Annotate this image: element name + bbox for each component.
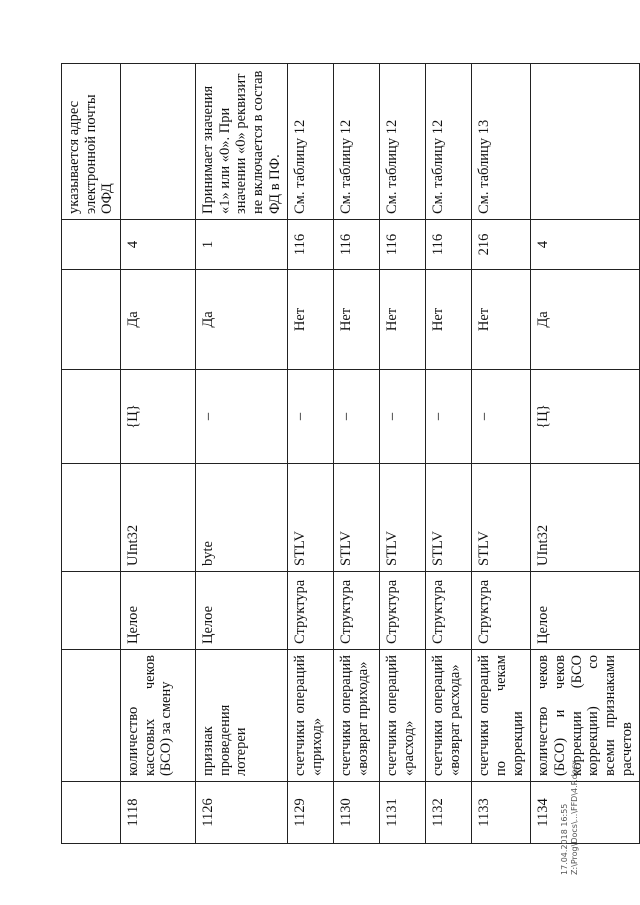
cell-note: Принимает значения «1» или «0». При значении «0» реквизит не включается в состав ФД в ПФ.: [196, 64, 288, 220]
cell-length: 116: [334, 220, 380, 270]
cell-length: 116: [380, 220, 426, 270]
cell-mandatory: Нет: [426, 270, 472, 370]
cell-type: [62, 572, 121, 650]
cell-id: [62, 782, 121, 844]
cell-length: 216: [472, 220, 531, 270]
cell-form: [62, 370, 121, 464]
cell-format: UInt32: [121, 464, 196, 572]
cell-id: 1129: [288, 782, 334, 844]
table-row: [531, 64, 640, 844]
cell-name: счетчики операций «возврат расхода»: [426, 650, 472, 782]
cell-length: 4: [121, 220, 196, 270]
cell-name: счетчики операций по чекам коррекции: [472, 650, 531, 782]
cell-form: –: [426, 370, 472, 464]
cell-format: STLV: [380, 464, 426, 572]
cell-mandatory: Да: [531, 270, 640, 370]
cell-form: –: [334, 370, 380, 464]
cell-format: byte: [196, 464, 288, 572]
cell-length: [62, 220, 121, 270]
cell-mandatory: Нет: [334, 270, 380, 370]
cell-name: признак проведения лотереи: [196, 650, 288, 782]
cell-note: См. таблицу 12: [288, 64, 334, 220]
cell-form: {Ц}: [121, 370, 196, 464]
table-row: [196, 64, 288, 844]
table-row: [472, 64, 531, 844]
cell-id: 1118: [121, 782, 196, 844]
cell-length: 4: [531, 220, 640, 270]
cell-format: UInt32: [531, 464, 640, 572]
cell-note: [531, 64, 640, 220]
cell-id: 1133: [472, 782, 531, 844]
table-row: [288, 64, 334, 844]
cell-name: счетчики операций «возврат прихода»: [334, 650, 380, 782]
cell-mandatory: Да: [121, 270, 196, 370]
cell-mandatory: Нет: [380, 270, 426, 370]
stamp-date: 17.04.2018 16:55: [560, 803, 569, 875]
cell-type: Структура: [380, 572, 426, 650]
cell-type: Структура: [334, 572, 380, 650]
table-row: [426, 64, 472, 844]
cell-id: 1132: [426, 782, 472, 844]
cell-form: –: [196, 370, 288, 464]
table-row: [121, 64, 196, 844]
cell-mandatory: Нет: [472, 270, 531, 370]
cell-mandatory: Да: [196, 270, 288, 370]
cell-format: STLV: [426, 464, 472, 572]
cell-id: 1126: [196, 782, 288, 844]
cell-id: 1131: [380, 782, 426, 844]
cell-form: –: [380, 370, 426, 464]
cell-name: счетчики операций «приход»: [288, 650, 334, 782]
cell-type: Структура: [288, 572, 334, 650]
table-row: [380, 64, 426, 844]
cell-form: –: [288, 370, 334, 464]
cell-form: {Ц}: [531, 370, 640, 464]
cell-type: Структура: [426, 572, 472, 650]
cell-format: STLV: [288, 464, 334, 572]
table-row-header-continuation: [62, 64, 121, 844]
table-row: [334, 64, 380, 844]
cell-format: STLV: [472, 464, 531, 572]
cell-id: 1134: [531, 782, 640, 844]
cell-format: [62, 464, 121, 572]
cell-form: –: [472, 370, 531, 464]
cell-note: См. таблицу 12: [426, 64, 472, 220]
table-body: [62, 64, 640, 844]
cell-name: количество кассовых чеков (БСО) за смену: [121, 650, 196, 782]
cell-mandatory: Нет: [288, 270, 334, 370]
cell-id: 1130: [334, 782, 380, 844]
cell-note: См. таблицу 12: [380, 64, 426, 220]
cell-mandatory: [62, 270, 121, 370]
cell-format: STLV: [334, 464, 380, 572]
cell-note: указывается адрес электронной почты ОФД: [62, 64, 121, 220]
cell-note: См. таблицу 13: [472, 64, 531, 220]
cell-type: Целое: [531, 572, 640, 650]
cell-type: Целое: [121, 572, 196, 650]
stamp-path: Z:\Prog\Docs\...\FFD\4.P.docx: [569, 760, 579, 875]
cell-length: 116: [426, 220, 472, 270]
cell-note: См. таблицу 12: [334, 64, 380, 220]
cell-name: [62, 650, 121, 782]
cell-name: счетчики операций «расход»: [380, 650, 426, 782]
cell-type: Структура: [472, 572, 531, 650]
cell-length: 116: [288, 220, 334, 270]
cell-note: [121, 64, 196, 220]
cell-length: 1: [196, 220, 288, 270]
file-stamp: [560, 695, 579, 875]
cell-name: количество чеков (БСО) и чеков коррекции (БСО коррекции) со всеми признаками расчетов: [531, 650, 640, 782]
cell-type: Целое: [196, 572, 288, 650]
attributes-table: [61, 63, 640, 844]
